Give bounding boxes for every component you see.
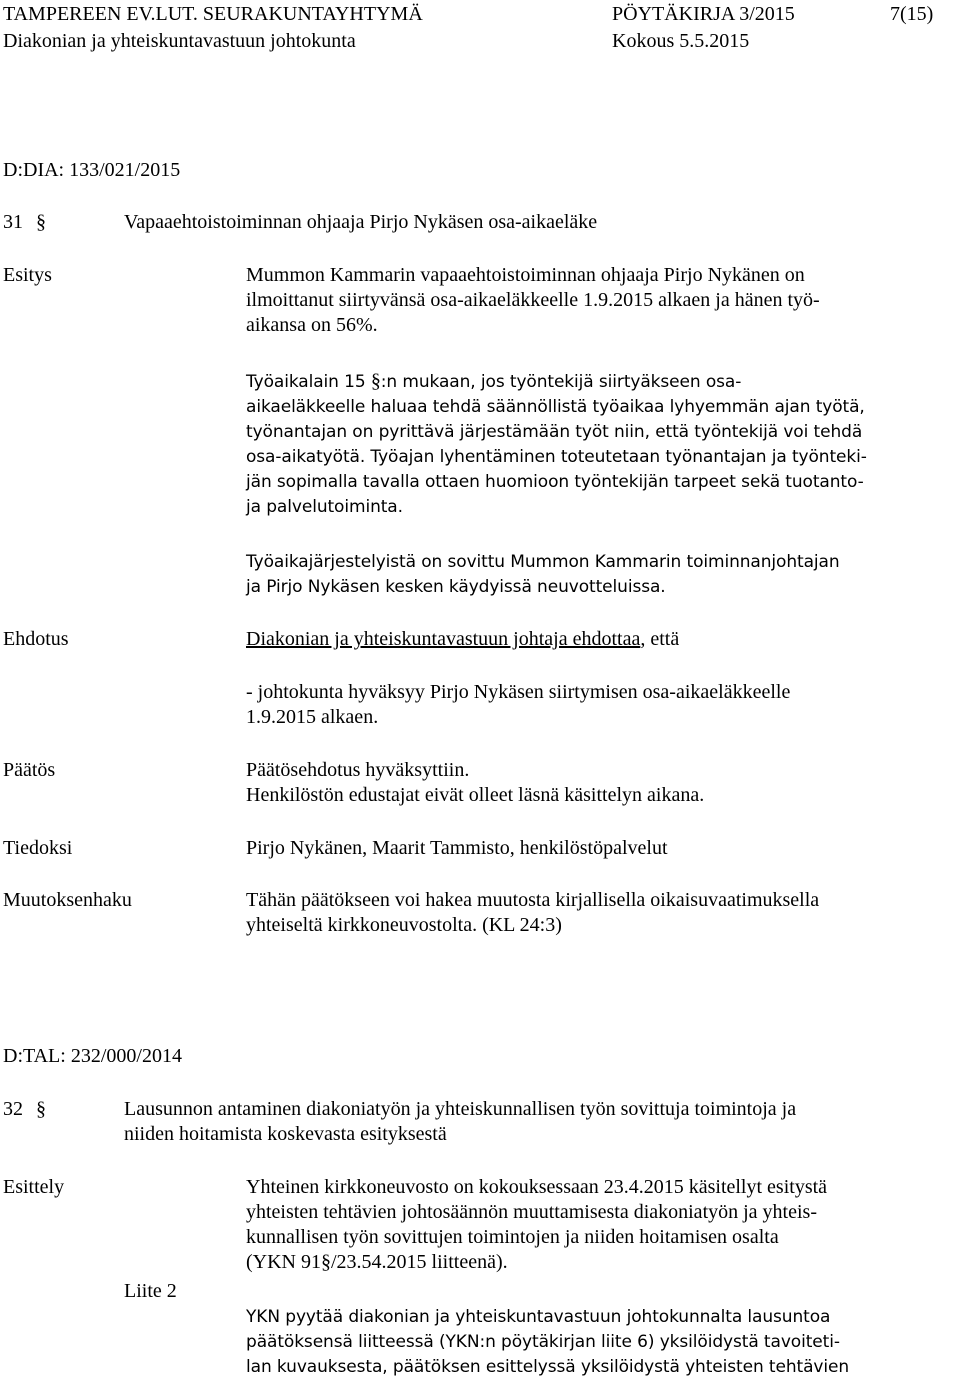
section-symbol: §: [321, 1251, 331, 1273]
paragraph-line: Työaikajärjestelyistä on sovittu Mummon Kammarin toiminnanjohtajan: [246, 552, 840, 572]
esitys-line: ilmoittanut siirtyvänsä osa-aikaeläkkeelle 1.9.2015 alkaen ja hänen työ-: [246, 289, 820, 311]
liite-label: Liite 2: [124, 1280, 177, 1302]
paragraph-line: työnantajan on pyrittävä järjestämään työt niin, että työntekijä voi tehdä: [246, 422, 863, 442]
esittely-text: [246, 1175, 827, 1275]
header-page: 7(15): [890, 3, 934, 25]
section-32-number: 32: [3, 1098, 23, 1120]
paragraph-line: jän sopimalla tavalla ottaen huomioon työntekijän tarpeet sekä tuotanto-: [246, 472, 864, 492]
paragraph-line: ja Pirjo Nykäsen kesken käydyissä neuvotteluissa.: [246, 577, 666, 597]
muutoksenhaku-line: Tähän päätökseen voi hakea muutosta kirjallisella oikaisuvaatimuksella: [246, 889, 820, 911]
esittely-line: kunnallisen työn sovittujen toimintojen ja niiden hoitamisen osalta: [246, 1226, 779, 1248]
proposal-line: 1.9.2015 alkaen.: [246, 706, 379, 728]
paragraph-line: Työaikalain 15 §:n mukaan, jos työntekijä siirtyäkseen osa-: [246, 370, 742, 392]
paragraph-line: osa-aikatyötä. Työajan lyhentäminen toteutetaan työnantajan ja työnteki-: [246, 447, 867, 467]
header-org: TAMPEREEN EV.LUT. SEURAKUNTAYHTYMÄ: [3, 3, 423, 25]
tal-number: D:TAL: 232/000/2014: [3, 1045, 182, 1067]
paragraph-line: lan kuvauksesta, päätöksen esittelyssä yksilöidystä yhteisten tehtävien: [246, 1357, 850, 1377]
muutoksenhaku-text: [246, 888, 819, 938]
paatos-text: [246, 758, 704, 808]
esitys-label: Esitys: [3, 264, 52, 286]
esittely-line: (YKN 91§/23.54.2015 liitteenä).: [246, 1251, 508, 1273]
ykn-paragraph: [246, 1305, 849, 1380]
paragraph-line: ja palvelutoiminta.: [246, 497, 403, 517]
paatos-label: Päätös: [3, 759, 56, 781]
esitys-text: [246, 263, 820, 338]
esitys-line: aikansa on 56%.: [246, 314, 378, 336]
proposer-name: Diakonian ja yhteiskuntavastuun johtaja ehdottaa: [246, 628, 641, 650]
muutoksenhaku-line: yhteiseltä kirkkoneuvostolta. (KL 24:3): [246, 914, 562, 936]
section-31-title: Vapaaehtoistoiminnan ohjaaja Pirjo Nykäsen osa-aikaeläke: [124, 211, 598, 233]
ehdotus-text: Diakonian ja yhteiskuntavastuun johtaja ehdottaa, että: [246, 628, 680, 650]
paatos-line: Henkilöstön edustajat eivät olleet läsnä käsittelyn aikana.: [246, 784, 705, 806]
section-31-symbol: §: [36, 211, 46, 233]
paragraph-line: päätöksensä liitteessä (YKN:n pöytäkirjan liite 6) yksilöidystä tavoiteti-: [246, 1332, 840, 1352]
title-line: niiden hoitamista koskevasta esityksestä: [124, 1123, 447, 1145]
dia-number: D:DIA: 133/021/2015: [3, 159, 181, 181]
tiedoksi-label: Tiedoksi: [3, 837, 73, 859]
section-symbol: §: [370, 370, 381, 392]
esittely-line: yhteisten tehtävien johtosäännön muuttamisesta diakoniatyön ja yhteis-: [246, 1201, 817, 1223]
paragraph-line: aikaeläkkeelle haluaa tehdä säännöllistä työaikaa lyhyemmän ajan työtä,: [246, 397, 865, 417]
header-board: Diakonian ja yhteiskuntavastuun johtokunta: [3, 30, 356, 52]
ehdotus-label: Ehdotus: [3, 628, 69, 650]
esitys-line: Mummon Kammarin vapaaehtoistoiminnan ohjaaja Pirjo Nykänen on: [246, 264, 805, 286]
section-32-title: [124, 1097, 796, 1147]
muutoksenhaku-label: Muutoksenhaku: [3, 889, 132, 911]
tyoaikalaki-paragraph: [246, 369, 867, 520]
paragraph-line: YKN pyytää diakonian ja yhteiskuntavastuun johtokunnalta lausuntoa: [246, 1307, 831, 1327]
title-line: Lausunnon antaminen diakoniatyön ja yhteiskunnallisen työn sovittuja toimintoja ja: [124, 1098, 797, 1120]
section-32-symbol: §: [36, 1098, 46, 1120]
esittely-line: Yhteinen kirkkoneuvosto on kokouksessaan 23.4.2015 käsitellyt esitystä: [246, 1176, 828, 1198]
esittely-label: Esittely: [3, 1176, 65, 1198]
tiedoksi-text: Pirjo Nykänen, Maarit Tammisto, henkilöstöpalvelut: [246, 837, 668, 859]
header-doc: PÖYTÄKIRJA 3/2015: [612, 3, 795, 25]
header-meeting: Kokous 5.5.2015: [612, 30, 750, 52]
proposal-text: [246, 680, 790, 730]
section-31-number: 31: [3, 211, 23, 233]
proposal-line: - johtokunta hyväksyy Pirjo Nykäsen siirtymisen osa-aikaeläkkeelle: [246, 681, 791, 703]
paatos-line: Päätösehdotus hyväksyttiin.: [246, 759, 470, 781]
tyoaikajarjestely-paragraph: [246, 550, 840, 600]
